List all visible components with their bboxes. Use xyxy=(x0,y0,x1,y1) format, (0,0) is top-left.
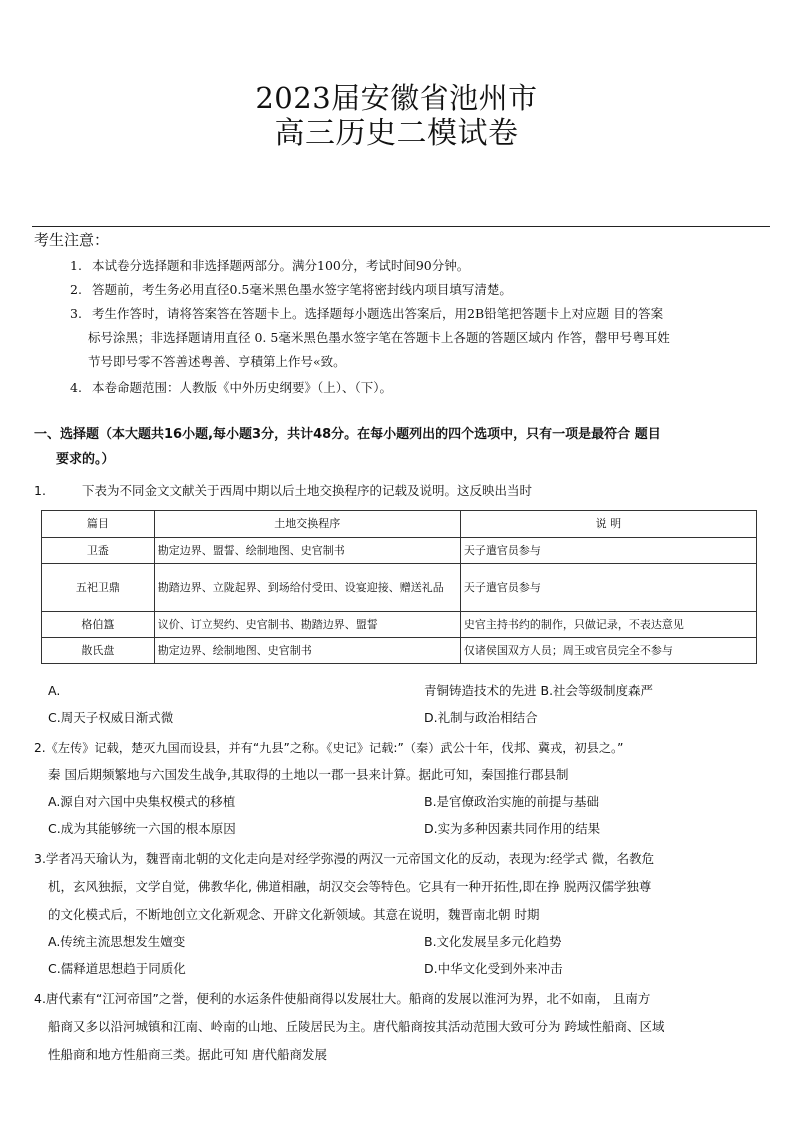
table-row xyxy=(42,538,757,564)
question-2-option-d: D.实为多种因素共同作用的结果 xyxy=(424,821,601,836)
table-cell: 五祀卫鼎 xyxy=(42,564,155,612)
question-1-stem xyxy=(34,478,532,503)
section-heading-line2: 要求的。） xyxy=(56,452,115,467)
section-heading-line1: 一、选择题（本大题共16小题,每小题3分，共计48分。在每小题列出的四个选项中，只有一项是最符合 题目 xyxy=(34,427,661,442)
question-2-option-a: A.源自对六国中央集权模式的移植 xyxy=(48,794,236,809)
question-number: 1. xyxy=(34,483,46,498)
question-3-line2: 机，玄风独振，文学自觉，佛教华化, 佛道相融，胡汉交会等特色。它具有一种开拓性,即在挣 脱两汉儒学独尊 xyxy=(48,879,652,894)
option-text: 青铜铸造技术的先进 xyxy=(424,683,537,698)
table-cell: 议价、订立契约、史官制书、勘踏边界、盟誓 xyxy=(154,612,460,638)
question-4-line3: 性船商和地方性船商三类。据此可知 唐代船商发展 xyxy=(48,1047,327,1062)
table-header-row xyxy=(42,511,757,538)
table-row xyxy=(42,564,757,612)
notice-heading: 考生注意： xyxy=(34,231,110,249)
question-2-line2: 秦 国后期频繁地与六国发生战争,其取得的土地以一郡一县来计算。据此可知，秦国推行郡县制 xyxy=(48,767,569,782)
table-cell: 仅诸侯国双方人员；周王或官员完全不参与 xyxy=(460,638,756,664)
exam-title-line2: 高三历史二模试卷 xyxy=(274,116,519,151)
table-cell: 天子遣官员参与 xyxy=(460,538,756,564)
question-3-option-a: A.传统主流思想发生嬗变 xyxy=(48,934,186,949)
notice-item-text: 本试卷分选择题和非选择题两部分。满分100分，考试时间90分钟。 xyxy=(91,258,470,273)
question-3-line1: 3.学者冯天瑜认为，魏晋南北朝的文化走向是对经学弥漫的两汉一元帝国文化的反动，表现为:经学式 微，名教危 xyxy=(34,851,655,866)
table-cell: 勘踏边界、立陇起界、到场给付受田、设宴迎接、赠送礼品 xyxy=(154,564,460,612)
table-row xyxy=(42,612,757,638)
notice-item-2 xyxy=(70,278,512,302)
notice-item-number: 3. xyxy=(70,306,82,321)
question-3-option-c: C.儒释道思想趋于同质化 xyxy=(48,961,186,976)
question-1-option-b: B.社会等级制度森严 xyxy=(540,683,654,698)
notice-item-3 xyxy=(70,302,663,326)
question-4-line1: 4.唐代素有“江河帝国”之誉，便利的水运条件使船商得以发展壮大。船商的发展以淮河为界，北不如南， 且南方 xyxy=(34,991,651,1006)
notice-item-number: 2. xyxy=(70,282,82,297)
question-2-option-b: B.是官僚政治实施的前提与基础 xyxy=(424,794,600,809)
question-3-line3: 的文化模式后，不断地创立文化新观念、开辟文化新领域。其意在说明，魏晋南北朝 时期 xyxy=(48,907,540,922)
table-header-cell: 土地交换程序 xyxy=(154,511,460,538)
question-3-option-d: D.中华文化受到外来冲击 xyxy=(424,961,563,976)
notice-item-number: 4. xyxy=(70,380,82,395)
question-2-line1: 2.《左传》记载，楚灭九国而设县，并有“九县”之称。《史记》记载:”（秦）武公十年，伐邦、冀戎，初县之。” xyxy=(34,741,624,755)
header-divider xyxy=(32,226,770,227)
table-cell: 散氏盘 xyxy=(42,638,155,664)
notice-item-3-line3: 节号即号零不答善述粤善、亨積第上作号«致。 xyxy=(88,354,346,369)
table-header-cell: 篇目 xyxy=(42,511,155,538)
land-exchange-table xyxy=(41,510,757,664)
question-1-option-d: D.礼制与政治相结合 xyxy=(424,710,538,725)
notice-item-4 xyxy=(70,376,392,400)
table-header-cell: 说 明 xyxy=(460,511,756,538)
notice-item-3-line2: 标号涂黑；非选择题请用直径 0. 5毫米黑色墨水签字笔在答题卡上各题的答题区域内 作答，罄甲号粤耳姓 xyxy=(88,330,670,345)
table-cell: 卫盉 xyxy=(42,538,155,564)
notice-item-1 xyxy=(70,254,469,278)
section-heading xyxy=(34,422,774,472)
table-cell: 勘定边界、绘制地图、史官制书 xyxy=(154,638,460,664)
notice-item-number: 1. xyxy=(70,258,82,273)
notice-item-text: 答题前，考生务必用直径0.5毫米黑色墨水签字笔将密封线内项目填写清楚。 xyxy=(91,282,512,297)
question-2-option-c: C.成为其能够统一六国的根本原因 xyxy=(48,821,236,836)
exam-title-line1: 2023届安徽省池州市 xyxy=(255,81,538,115)
table-row xyxy=(42,638,757,664)
notice-item-text: 本卷命题范围：人教版《中外历史纲要》（上）、（下）。 xyxy=(91,380,392,395)
table-cell: 史官主持书约的制作，只做记录，不表达意见 xyxy=(460,612,756,638)
question-4-line2: 船商又多以沿河城镇和江南、岭南的山地、丘陵居民为主。唐代船商按其活动范围大致可分为 跨域性船商、区域 xyxy=(48,1019,665,1034)
table-cell: 勘定边界、盟誓、绘制地图、史官制书 xyxy=(154,538,460,564)
question-text: 下表为不同金文文献关于西周中期以后土地交换程序的记载及说明。这反映出当时 xyxy=(81,483,532,498)
question-3-option-b: B.文化发展呈多元化趋势 xyxy=(424,934,562,949)
table-cell: 天子遣官员参与 xyxy=(460,564,756,612)
question-1-option-a: A. xyxy=(48,683,61,698)
notice-item-text: 考生作答时，请将答案答在答题卡上。选择题每小题选出答案后，用2B铅笔把答题卡上对应题 目的答案 xyxy=(91,306,664,321)
question-1-option-c: C.周天子权威日渐式微 xyxy=(48,710,174,725)
table-cell: 格伯簋 xyxy=(42,612,155,638)
question-1-option-a-text xyxy=(424,680,653,702)
